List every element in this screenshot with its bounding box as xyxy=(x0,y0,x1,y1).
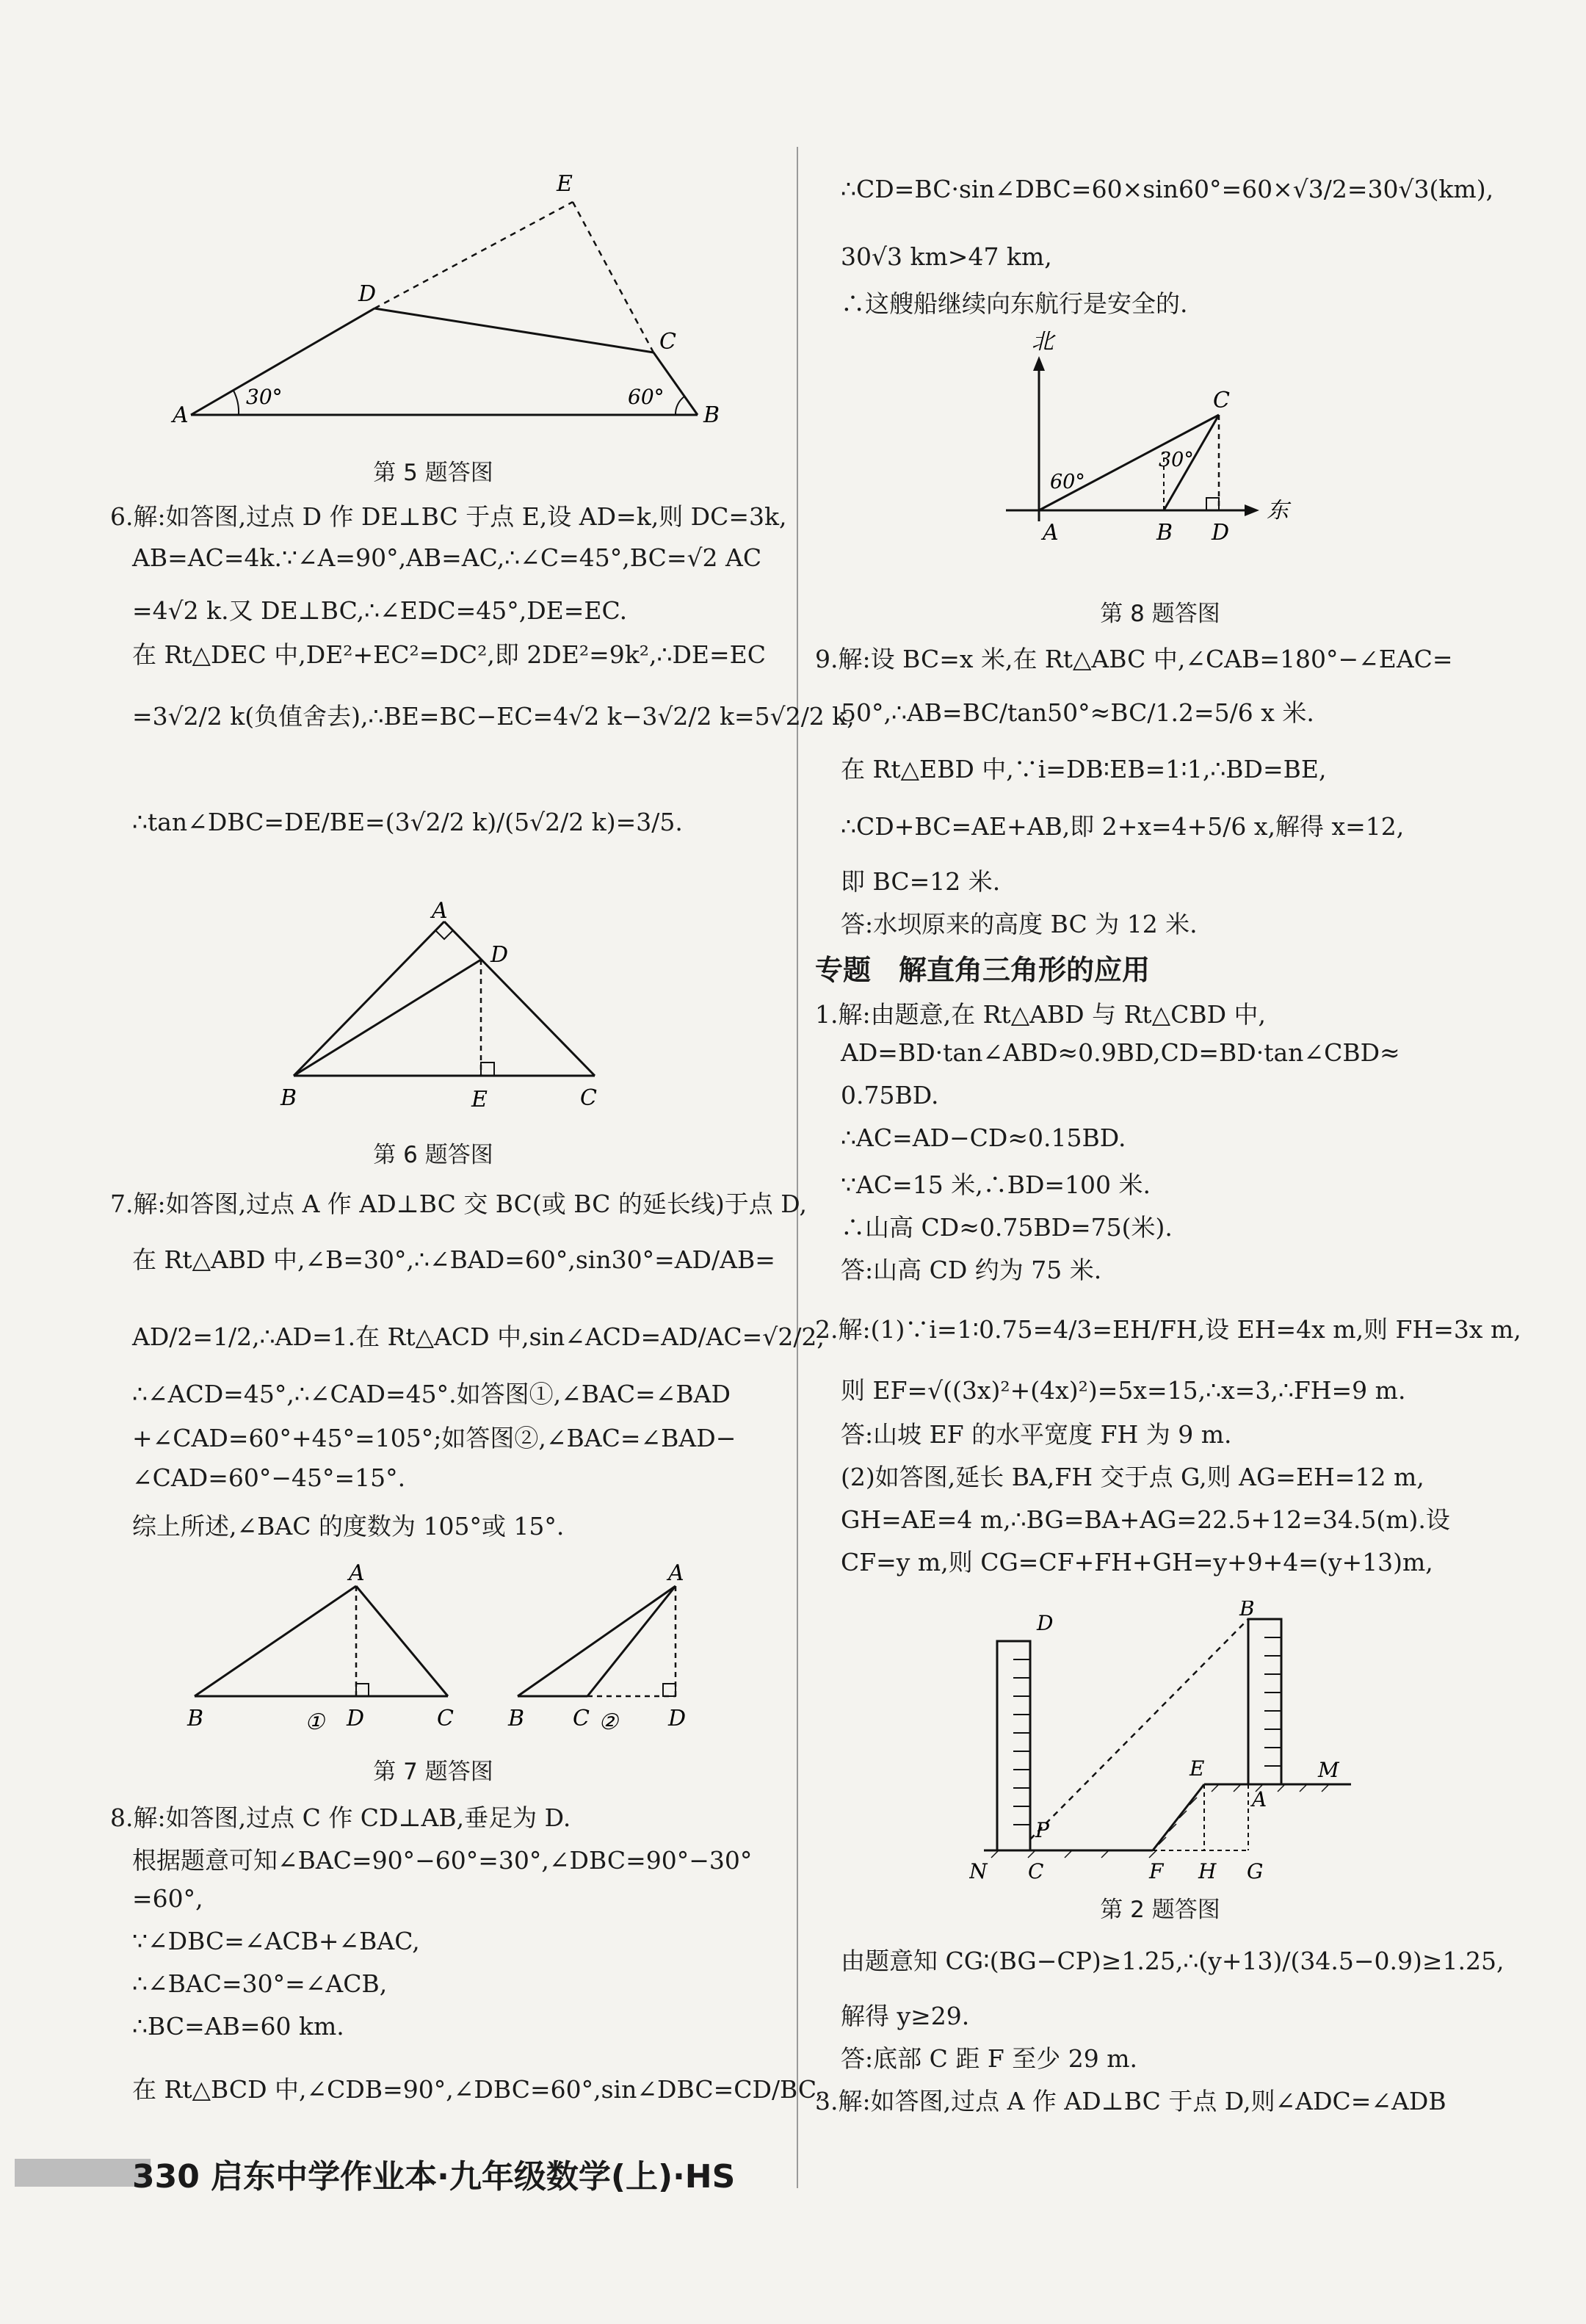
s1-line-1: 1.解:由题意,在 Rt△ABD 与 Rt△CBD 中, xyxy=(815,1000,1267,1029)
svg-text:B: B xyxy=(1156,520,1173,546)
svg-text:C: C xyxy=(1028,1859,1044,1883)
svg-text:A: A xyxy=(668,1564,684,1586)
q9-line-6: 答:水坝原来的高度 BC 为 12 米. xyxy=(841,910,1198,938)
s1-line-7: 答:山高 CD 约为 75 米. xyxy=(841,1256,1102,1284)
s3-line-1: 3.解:如答图,过点 A 作 AD⊥BC 于点 D,则∠ADC=∠ADB xyxy=(815,2087,1446,2115)
s2-end-line-3: 答:底部 C 距 F 至少 29 m. xyxy=(841,2044,1137,2073)
svg-text:D: D xyxy=(347,1706,365,1731)
s2-line-4: (2)如答图,延长 BA,FH 交于点 G,则 AG=EH=12 m, xyxy=(841,1463,1424,1491)
q9-line-2: 50°,∴AB=BC/tan50°≈BC/1.2=5/6 x 米. xyxy=(841,698,1314,727)
figure-8 xyxy=(999,323,1307,551)
svg-text:A: A xyxy=(349,1564,365,1586)
q8-line-1: 8.解:如答图,过点 C 作 CD⊥AB,垂足为 D. xyxy=(110,1803,571,1832)
q6-line-4: 在 Rt△DEC 中,DE²+EC²=DC²,即 2DE²=9k²,∴DE=EC xyxy=(132,640,766,669)
svg-text:M: M xyxy=(1318,1758,1339,1782)
svg-text:N: N xyxy=(969,1859,988,1883)
fig5-line-AD xyxy=(191,308,374,415)
s1-line-3: 0.75BD. xyxy=(841,1081,939,1109)
s1-line-4: ∴AC=AD−CD≈0.15BD. xyxy=(841,1123,1126,1152)
q6-line-3: =4√2 k.又 DE⊥BC,∴∠EDC=45°,DE=EC. xyxy=(132,596,628,625)
fig5-angle-B: 60° xyxy=(628,385,665,409)
svg-text:C: C xyxy=(573,1706,590,1731)
svg-text:B: B xyxy=(508,1706,525,1731)
s1-line-2: AD=BD·tan∠ABD≈0.9BD,CD=BD·tan∠CBD≈ xyxy=(841,1038,1400,1067)
fig5-line-DC xyxy=(374,308,653,352)
svg-text:B: B xyxy=(187,1706,204,1731)
q8-line-5: ∴∠BAC=30°=∠ACB, xyxy=(132,1969,388,1998)
column-divider xyxy=(797,147,798,2188)
fig5-label-D: D xyxy=(358,281,377,307)
fig5-label-E: E xyxy=(557,171,573,197)
q6-line-6: ∴tan∠DBC=DE/BE=(3√2/2 k)/(5√2/2 k)=3/5. xyxy=(132,808,683,836)
svg-text:C: C xyxy=(580,1085,597,1111)
footer-bar xyxy=(15,2159,151,2187)
fig5-line-EC xyxy=(573,202,653,352)
s2-line-1: 2.解:(1)∵i=1∶0.75=4/3=EH/FH,设 EH=4x m,则 FH=3x m, xyxy=(815,1315,1521,1344)
figure-7 xyxy=(184,1564,712,1762)
q7-line-6: ∠CAD=60°−45°=15°. xyxy=(132,1463,406,1492)
q9-line-5: 即 BC=12 米. xyxy=(841,867,1001,896)
svg-text:①: ① xyxy=(305,1709,325,1735)
figure-2 xyxy=(969,1601,1366,1909)
svg-text:D: D xyxy=(1037,1611,1054,1635)
svg-text:B: B xyxy=(1239,1601,1255,1621)
fig5-line-DE xyxy=(374,202,573,308)
fig5-label-A: A xyxy=(173,402,189,428)
fig8-caption: 第 8 题答图 xyxy=(1100,601,1220,627)
q7-line-7: 综上所述,∠BAC 的度数为 105°或 15°. xyxy=(132,1512,565,1541)
s1-line-6: ∴山高 CD≈0.75BD=75(米). xyxy=(841,1213,1173,1242)
s1-line-5: ∵AC=15 米,∴BD=100 米. xyxy=(841,1170,1151,1199)
svg-text:A: A xyxy=(1043,520,1059,546)
figure-6 xyxy=(272,899,624,1120)
q7-line-4: ∴∠ACD=45°,∴∠CAD=45°.如答图①,∠BAC=∠BAD xyxy=(132,1380,731,1408)
figure-5 xyxy=(169,162,727,441)
q7-line-5: +∠CAD=60°+45°=105°;如答图②,∠BAC=∠BAD− xyxy=(132,1424,736,1452)
fig6-caption: 第 6 题答图 xyxy=(373,1142,493,1168)
svg-text:②: ② xyxy=(598,1709,618,1735)
svg-text:30°: 30° xyxy=(1159,449,1194,471)
s2-line-6: CF=y m,则 CG=CF+FH+GH=y+9+4=(y+13)m, xyxy=(841,1548,1433,1577)
q9-line-1: 9.解:设 BC=x 米,在 Rt△ABC 中,∠CAB=180°−∠EAC= xyxy=(815,645,1453,673)
q8-line-7: 在 Rt△BCD 中,∠CDB=90°,∠DBC=60°,sin∠DBC=CD/BC, xyxy=(132,2075,824,2104)
q6-line-1: 6.解:如答图,过点 D 作 DE⊥BC 于点 E,设 AD=k,则 DC=3k, xyxy=(110,502,787,531)
svg-text:A: A xyxy=(1252,1787,1267,1811)
q9-line-4: ∴CD+BC=AE+AB,即 2+x=4+5/6 x,解得 x=12, xyxy=(841,812,1405,841)
s2-line-5: GH=AE=4 m,∴BG=BA+AG=22.5+12=34.5(m).设 xyxy=(841,1505,1450,1534)
svg-text:C: C xyxy=(437,1706,454,1731)
q9-line-3: 在 Rt△EBD 中,∵i=DB∶EB=1∶1,∴BD=BE, xyxy=(841,755,1327,783)
svg-text:E: E xyxy=(1190,1756,1205,1781)
fig5-label-C: C xyxy=(659,329,676,355)
q8-line-2: 根据题意可知∠BAC=90°−60°=30°,∠DBC=90°−30° xyxy=(132,1846,753,1875)
svg-text:D: D xyxy=(1212,520,1230,546)
fig2-caption: 第 2 题答图 xyxy=(1100,1897,1220,1923)
q8-cont-line-3: ∴这艘船继续向东航行是安全的. xyxy=(841,289,1188,318)
q8-line-3: =60°, xyxy=(132,1884,203,1913)
q6-line-2: AB=AC=4k.∵∠A=90°,AB=AC,∴∠C=45°,BC=√2 AC xyxy=(132,543,762,572)
q7-line-1: 7.解:如答图,过点 A 作 AD⊥BC 交 BC(或 BC 的延长线)于点 D, xyxy=(110,1190,808,1218)
svg-text:北: 北 xyxy=(1032,329,1054,355)
svg-text:G: G xyxy=(1247,1859,1264,1883)
page-footer: 330 启东中学作业本·九年级数学(上)·HS xyxy=(132,2158,736,2196)
svg-text:D: D xyxy=(668,1706,687,1731)
svg-text:D: D xyxy=(490,942,509,968)
fig5-label-B: B xyxy=(703,402,720,428)
q8-cont-line-1: ∴CD=BC·sin∠DBC=60×sin60°=60×√3/2=30√3(km), xyxy=(841,175,1494,203)
svg-text:A: A xyxy=(432,899,448,924)
q7-line-2: 在 Rt△ABD 中,∠B=30°,∴∠BAD=60°,sin30°=AD/AB= xyxy=(132,1245,775,1274)
q8-line-6: ∴BC=AB=60 km. xyxy=(132,2012,344,2041)
svg-text:H: H xyxy=(1198,1859,1217,1883)
svg-text:F: F xyxy=(1149,1859,1164,1883)
q8-cont-line-2: 30√3 km>47 km, xyxy=(841,242,1052,271)
q8-line-4: ∵∠DBC=∠ACB+∠BAC, xyxy=(132,1927,420,1955)
q7-line-3: AD/2=1/2,∴AD=1.在 Rt△ACD 中,sin∠ACD=AD/AC=√2/2, xyxy=(132,1322,825,1351)
fig7-caption: 第 7 题答图 xyxy=(373,1759,493,1785)
svg-text:B: B xyxy=(280,1085,297,1111)
s2-line-2: 则 EF=√((3x)²+(4x)²)=5x=15,∴x=3,∴FH=9 m. xyxy=(841,1376,1406,1405)
s2-end-line-2: 解得 y≥29. xyxy=(841,2002,970,2030)
s2-line-3: 答:山坡 EF 的水平宽度 FH 为 9 m. xyxy=(841,1420,1232,1449)
svg-text:东: 东 xyxy=(1267,498,1289,524)
section-title: 专题 解直角三角形的应用 xyxy=(815,954,1151,986)
svg-text:C: C xyxy=(1213,388,1230,413)
svg-text:60°: 60° xyxy=(1050,471,1085,493)
svg-text:E: E xyxy=(471,1087,488,1112)
fig5-angle-A: 30° xyxy=(246,385,283,409)
q6-line-5: =3√2/2 k(负值舍去),∴BE=BC−EC=4√2 k−3√2/2 k=5√2/2 k, xyxy=(132,702,855,731)
svg-text:P: P xyxy=(1035,1818,1049,1842)
fig5-caption: 第 5 题答图 xyxy=(373,460,493,486)
s2-end-line-1: 由题意知 CG∶(BG−CP)≥1.25,∴(y+13)/(34.5−0.9)≥1.25, xyxy=(841,1947,1504,1975)
